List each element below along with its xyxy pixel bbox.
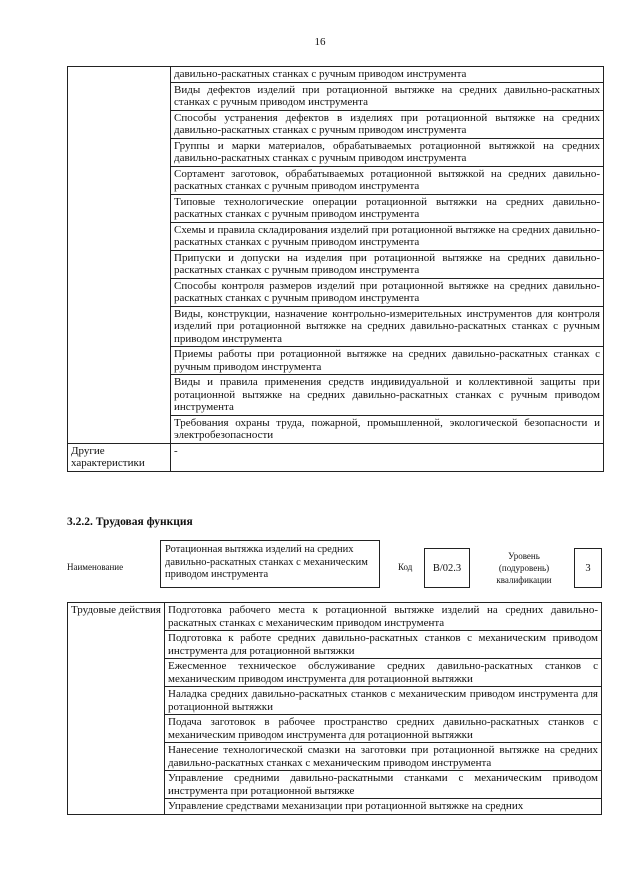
knowledge-item: давильно-раскатных станках с ручным приводом инструмента (171, 67, 604, 83)
function-name: Ротационная вытяжка изделий на средних давильно-раскатных станках с механическим приводом инструмента (160, 540, 380, 588)
knowledge-item: Виды, конструкции, назначение контрольно-измерительных инструментов для контроля изделий при ротационной вытяжке на средних давильно-раскатных станках с ручным приводом инструмента (171, 306, 604, 347)
level-label: Уровень (подуровень) квалификации (496, 551, 552, 585)
knowledge-item: Виды дефектов изделий при ротационной вытяжке на средних давильно-раскатных станках с ручным приводом инструмента (171, 82, 604, 110)
table-row (68, 603, 602, 631)
function-header (67, 540, 607, 596)
knowledge-item: Группы и марки материалов, обрабатываемых ротационной вытяжкой на средних давильно-раскатных станках с ручным приводом инструмента (171, 138, 604, 166)
level-value: 3 (574, 548, 602, 588)
action-item: Ежесменное техническое обслуживание средних давильно-раскатных станков с механическим приводом инструмента для ротационной вытяжки (165, 659, 602, 687)
actions-label: Трудовые действия (68, 603, 165, 815)
name-label: Наименование (67, 562, 124, 572)
action-item: Подача заготовок в рабочее пространство средних давильно-раскатных станков с механическим приводом инструмента для ротационной вытяжки (165, 715, 602, 743)
code-label: Код (398, 562, 413, 572)
action-item: Нанесение технологической смазки на заготовки при ротационной вытяжке на средних давильно-раскатных станках с механическим приводом инструмента (165, 743, 602, 771)
action-item: Подготовка к работе средних давильно-раскатных станков с механическим приводом инструмента для ротационной вытяжки (165, 631, 602, 659)
action-item: Управление средствами механизации при ротационной вытяжке на средних (165, 799, 602, 815)
other-characteristics-label: Другие характеристики (68, 443, 171, 471)
knowledge-item: Виды и правила применения средств индивидуальной и коллективной защиты при ротационной вытяжке на средних давильно-раскатных станках с ручным приводом инструмента (171, 375, 604, 416)
knowledge-label-cell (68, 67, 171, 444)
knowledge-item: Приемы работы при ротационной вытяжке на средних давильно-раскатных станках с ручным приводом инструмента (171, 347, 604, 375)
section-heading: 3.2.2. Трудовая функция (67, 516, 193, 528)
page-number: 16 (314, 36, 326, 48)
table-row (68, 443, 604, 471)
action-item: Наладка средних давильно-раскатных станков с механическим приводом инструмента для ротационной вытяжки (165, 687, 602, 715)
other-characteristics-value: - (171, 443, 604, 471)
knowledge-item: Сортамент заготовок, обрабатываемых ротационной вытяжкой на средних давильно-раскатных станках с ручным приводом инструмента (171, 166, 604, 194)
knowledge-item: Способы устранения дефектов в изделиях при ротационной вытяжке на средних давильно-раскатных станках с ручным приводом инструмента (171, 110, 604, 138)
knowledge-item: Схемы и правила складирования изделий при ротационной вытяжке на средних давильно-раскатных станках с ручным приводом инструмента (171, 222, 604, 250)
actions-table (67, 602, 602, 815)
table-row (68, 67, 604, 83)
knowledge-table (67, 66, 604, 472)
knowledge-item: Способы контроля размеров изделий при ротационной вытяжке на средних давильно-раскатных станках с ручным приводом инструмента (171, 278, 604, 306)
knowledge-item: Припуски и допуски на изделия при ротационной вытяжке на средних давильно-раскатных станках с ручным приводом инструмента (171, 250, 604, 278)
knowledge-item: Типовые технологические операции ротационной вытяжки на средних давильно-раскатных станках с ручным приводом инструмента (171, 194, 604, 222)
function-code: B/02.3 (424, 548, 470, 588)
knowledge-item: Требования охраны труда, пожарной, промышленной, экологической безопасности и электробезопасности (171, 415, 604, 443)
action-item: Управление средними давильно-раскатными станками с механическим приводом инструмента при ротационной вытяжке (165, 771, 602, 799)
action-item: Подготовка рабочего места к ротационной вытяжке изделий на средних давильно-раскатных станках с механическим приводом инструмента (165, 603, 602, 631)
